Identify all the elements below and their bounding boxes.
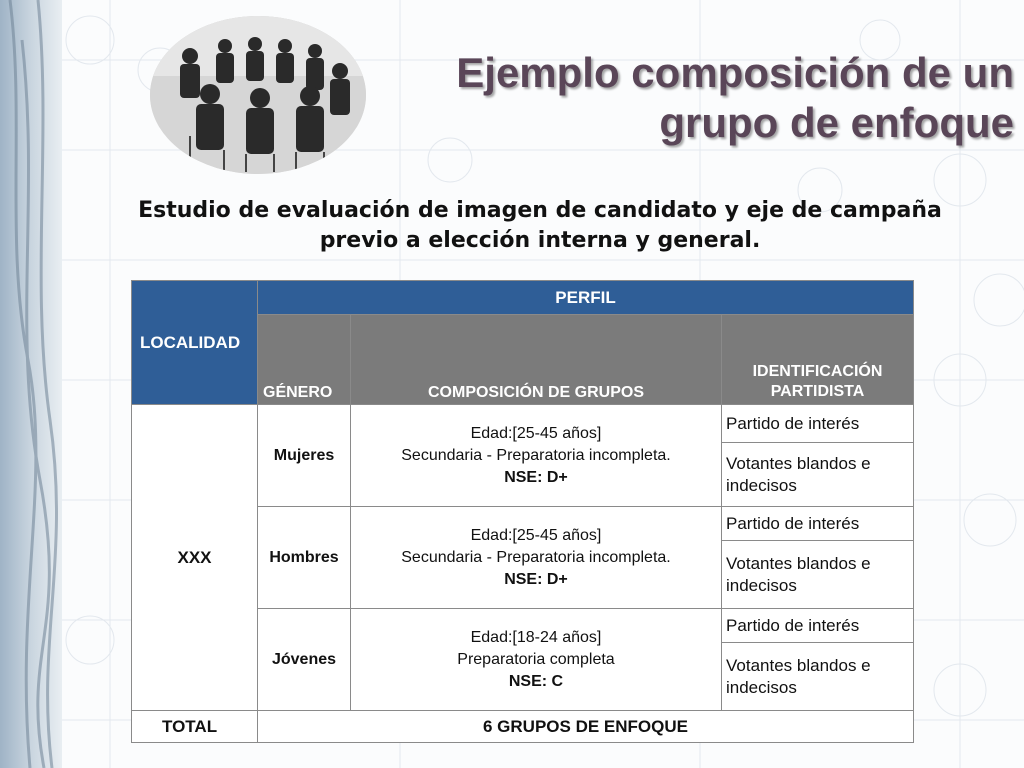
total-value: 6 GRUPOS DE ENFOQUE [258, 711, 914, 743]
genero-cell: Hombres [258, 507, 351, 609]
composicion-cell [351, 405, 722, 507]
slide-title [414, 48, 1014, 148]
edad-text: Edad:[25-45 años] [470, 526, 602, 544]
title-line-2: grupo de enfoque [659, 99, 1014, 146]
header-localidad: LOCALIDAD [132, 281, 258, 405]
table-row [132, 405, 914, 443]
total-row [132, 711, 914, 743]
nse-text: NSE: D+ [504, 468, 568, 486]
ident-votantes-cell [722, 643, 914, 711]
locality-cell: XXX [132, 405, 258, 711]
people-circle-icon [150, 16, 366, 174]
ident-votantes-cell [722, 541, 914, 609]
votantes-line-1: Votantes blandos e [726, 655, 871, 675]
edad-text: Edad:[18-24 años] [470, 628, 602, 646]
subtitle-line-2: previo a elección interna y general. [319, 228, 761, 253]
ident-votantes-cell [722, 443, 914, 507]
header-identificacion-line-2: PARTIDISTA [770, 383, 865, 400]
header-perfil: PERFIL [258, 281, 914, 315]
composicion-cell [351, 609, 722, 711]
votantes-line-2: indecisos [726, 475, 797, 495]
votantes-line-1: Votantes blandos e [726, 453, 871, 473]
subtitle-line-1: Estudio de evaluación de imagen de candidato y eje de campaña [138, 198, 942, 223]
votantes-line-2: indecisos [726, 677, 797, 697]
escolaridad-text: Preparatoria completa [457, 650, 615, 668]
genero-cell: Jóvenes [258, 609, 351, 711]
escolaridad-text: Secundaria - Preparatoria incompleta. [401, 548, 671, 566]
escolaridad-text: Secundaria - Preparatoria incompleta. [401, 446, 671, 464]
slide-subtitle [100, 196, 980, 256]
votantes-line-1: Votantes blandos e [726, 553, 871, 573]
focus-group-table [131, 280, 914, 743]
ident-interes-cell: Partido de interés [722, 609, 914, 643]
header-composicion: COMPOSICIÓN DE GRUPOS [351, 315, 722, 405]
ident-interes-cell: Partido de interés [722, 507, 914, 541]
header-identificacion-line-1: IDENTIFICACIÓN [752, 363, 883, 380]
focus-group-photo [150, 16, 366, 174]
nse-text: NSE: C [508, 672, 564, 690]
total-label: TOTAL [132, 711, 258, 743]
nse-text: NSE: D+ [504, 570, 568, 588]
edad-text: Edad:[25-45 años] [470, 424, 602, 442]
genero-cell: Mujeres [258, 405, 351, 507]
composicion-cell [351, 507, 722, 609]
title-line-1: Ejemplo composición de un [456, 49, 1014, 96]
header-genero: GÉNERO [258, 315, 351, 405]
header-identificacion [722, 315, 914, 405]
votantes-line-2: indecisos [726, 575, 797, 595]
ident-interes-cell: Partido de interés [722, 405, 914, 443]
